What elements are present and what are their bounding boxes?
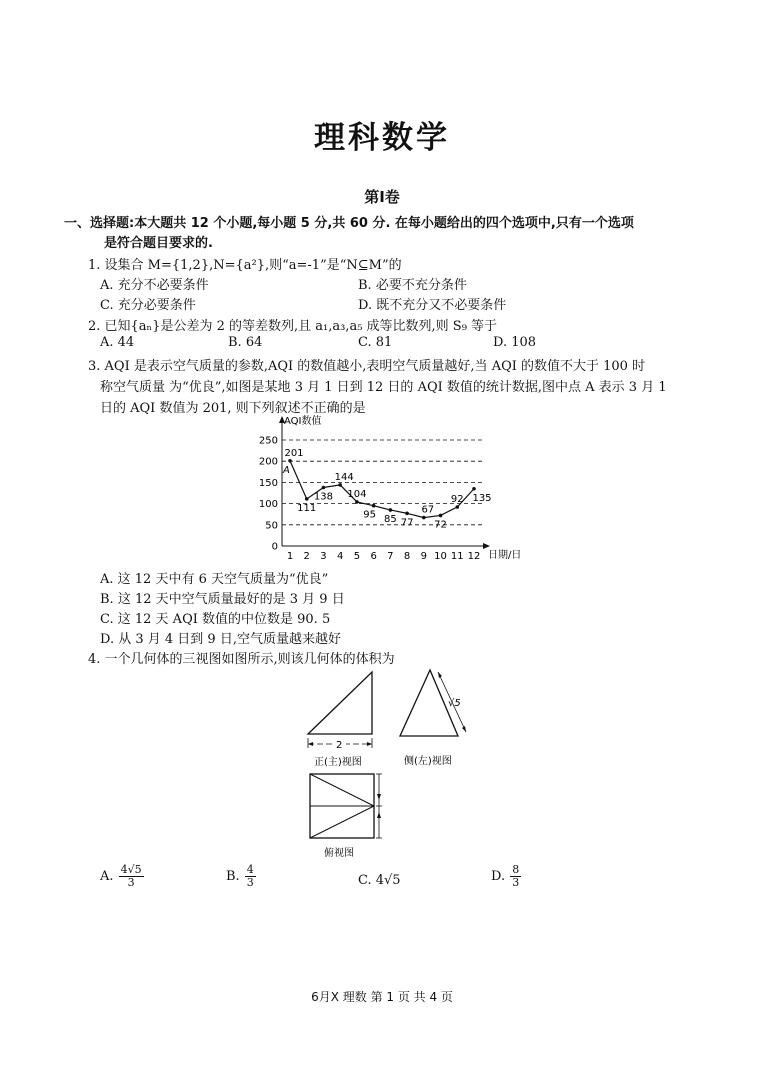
q4-option-a-label: A.: [100, 869, 114, 884]
volume-heading: 第Ⅰ卷: [364, 188, 400, 206]
data-point: [305, 497, 309, 501]
section-heading-line1: 一、选择题:本大题共 12 个小题,每小题 5 分,共 60 分. 在每小题给出的四个选项中,只有一个选项: [64, 216, 634, 231]
q2-option-b: B. 64: [228, 335, 263, 350]
x-tick-label: 11: [450, 551, 464, 562]
y-tick-label: 250: [258, 435, 278, 447]
data-point: [455, 505, 459, 509]
q4-option-b-denominator: 3: [246, 876, 254, 889]
front-view-label: 正(主)视图: [314, 757, 362, 768]
data-label: 92: [450, 493, 464, 505]
data-label: 135: [472, 492, 492, 504]
q4-option-a-fraction: [119, 864, 144, 889]
data-label: 72: [434, 519, 447, 531]
x-axis-arrow: [483, 543, 490, 549]
q4-option-a-numerator: 4√5: [120, 863, 142, 876]
data-point: [389, 508, 393, 512]
x-tick-label: 8: [403, 551, 411, 562]
data-point: [288, 459, 292, 463]
q4-option-b: [226, 864, 256, 889]
front-view-diagram: [300, 668, 390, 768]
q3-option-a: A. 这 12 天中有 6 天空气质量为“优良”: [100, 572, 329, 587]
q4-option-d-label: D.: [491, 869, 506, 884]
q3-option-c: C. 这 12 天 AQI 数值的中位数是 90. 5: [100, 612, 331, 627]
q3-option-b: B. 这 12 天中空气质量最好的是 3 月 9 日: [100, 592, 345, 607]
q2-option-c: C. 81: [358, 335, 393, 350]
data-point: [355, 500, 359, 504]
aqi-line-chart: [250, 412, 540, 567]
q4-option-d-fraction: [510, 864, 521, 889]
data-label: 111: [297, 502, 317, 514]
data-label: 144: [334, 471, 354, 483]
front-view-dim-2: 2: [336, 740, 343, 751]
front-view-triangle: [308, 672, 372, 734]
page-footer: 6月X 理数 第 1 页 共 4 页: [311, 990, 453, 1004]
q4-option-a: [100, 864, 144, 889]
q1-option-a: A. 充分不必要条件: [100, 278, 209, 293]
data-point: [422, 516, 426, 520]
section-heading-line2: 是符合题目要求的.: [104, 236, 213, 251]
q2-option-d: D. 108: [493, 335, 537, 350]
x-tick-label: 10: [434, 551, 447, 562]
q3-stem-line1: 3. AQI 是表示空气质量的参数,AQI 的数值越小,表明空气质量越好,当 AQI 的数值不大于 100 时: [88, 359, 646, 374]
x-tick-label: 4: [336, 551, 344, 562]
q4-option-b-fraction: [245, 864, 256, 889]
data-label: 67: [421, 504, 435, 516]
data-point: [338, 483, 342, 487]
q4-option-c: C. 4√5: [358, 873, 401, 888]
data-label: 95: [363, 509, 377, 521]
y-tick-label: 150: [258, 477, 278, 489]
data-label: 201: [284, 447, 304, 459]
q2-option-a: A. 44: [100, 335, 135, 350]
data-point: [372, 504, 376, 508]
side-view-dim-sqrt5: √5: [448, 698, 461, 709]
data-point: [322, 486, 326, 490]
x-tick-label: 3: [320, 551, 327, 562]
q4-option-a-denominator: 3: [127, 876, 135, 889]
q4-stem: 4. 一个几何体的三视图如图所示,则该几何体的体积为: [88, 652, 395, 667]
x-tick-label: 9: [420, 551, 428, 562]
y-axis-label: AQI数值: [284, 416, 322, 427]
q4-option-d-numerator: 8: [512, 863, 520, 876]
q1-stem: 1. 设集合 M={1,2},N={a²},则“a=-1”是“N⊆M”的: [88, 258, 402, 273]
top-view-diagram: [302, 770, 392, 860]
q2-stem: 2. 已知{aₙ}是公差为 2 的等差数列,且 a₁,a₃,a₅ 成等比数列,则 S₉ 等于: [88, 319, 498, 334]
q3-stem-line3: 日的 AQI 数值为 201, 则下列叙述不正确的是: [100, 401, 366, 416]
q1-option-c: C. 充分必要条件: [100, 298, 196, 313]
page-title: 理科数学: [314, 120, 450, 156]
data-point: [405, 512, 409, 516]
y-tick-label: 0: [271, 541, 278, 553]
q1-option-b: B. 必要不充分条件: [358, 278, 467, 293]
aqi-series-line: [290, 461, 474, 518]
data-label: 77: [400, 517, 414, 529]
q4-option-b-label: B.: [226, 869, 240, 884]
y-tick-label: 100: [258, 499, 278, 511]
x-tick-label: 7: [387, 551, 394, 562]
q1-option-d: D. 既不充分又不必要条件: [358, 298, 507, 313]
side-view-label: 侧(左)视图: [404, 756, 452, 767]
q3-option-d: D. 从 3 月 4 日到 9 日,空气质量越来越好: [100, 632, 341, 647]
data-label: 104: [347, 488, 367, 500]
y-tick-label: 200: [258, 456, 278, 468]
point-a-label: A: [283, 464, 290, 476]
data-label: 138: [313, 491, 334, 503]
x-tick-label: 12: [467, 551, 481, 562]
q3-stem-line2: 称空气质量 为“优良”,如图是某地 3 月 1 日到 12 日的 AQI 数值的统计数据,图中点 A 表示 3 月 1: [100, 380, 667, 395]
x-axis-label: 日期/日: [488, 550, 522, 561]
q4-option-d-denominator: 3: [512, 876, 520, 889]
q4-option-d: [491, 864, 521, 889]
x-tick-label: 1: [286, 551, 294, 562]
x-tick-label: 2: [303, 551, 310, 562]
data-point: [472, 487, 476, 491]
y-tick-label: 50: [265, 520, 278, 532]
q4-option-b-numerator: 4: [246, 863, 254, 876]
x-tick-label: 6: [370, 551, 377, 562]
side-view-diagram: [392, 664, 472, 768]
data-label: 85: [383, 513, 397, 525]
top-view-label: 俯视图: [324, 848, 354, 859]
x-tick-label: 5: [353, 551, 361, 562]
data-point: [439, 514, 443, 518]
